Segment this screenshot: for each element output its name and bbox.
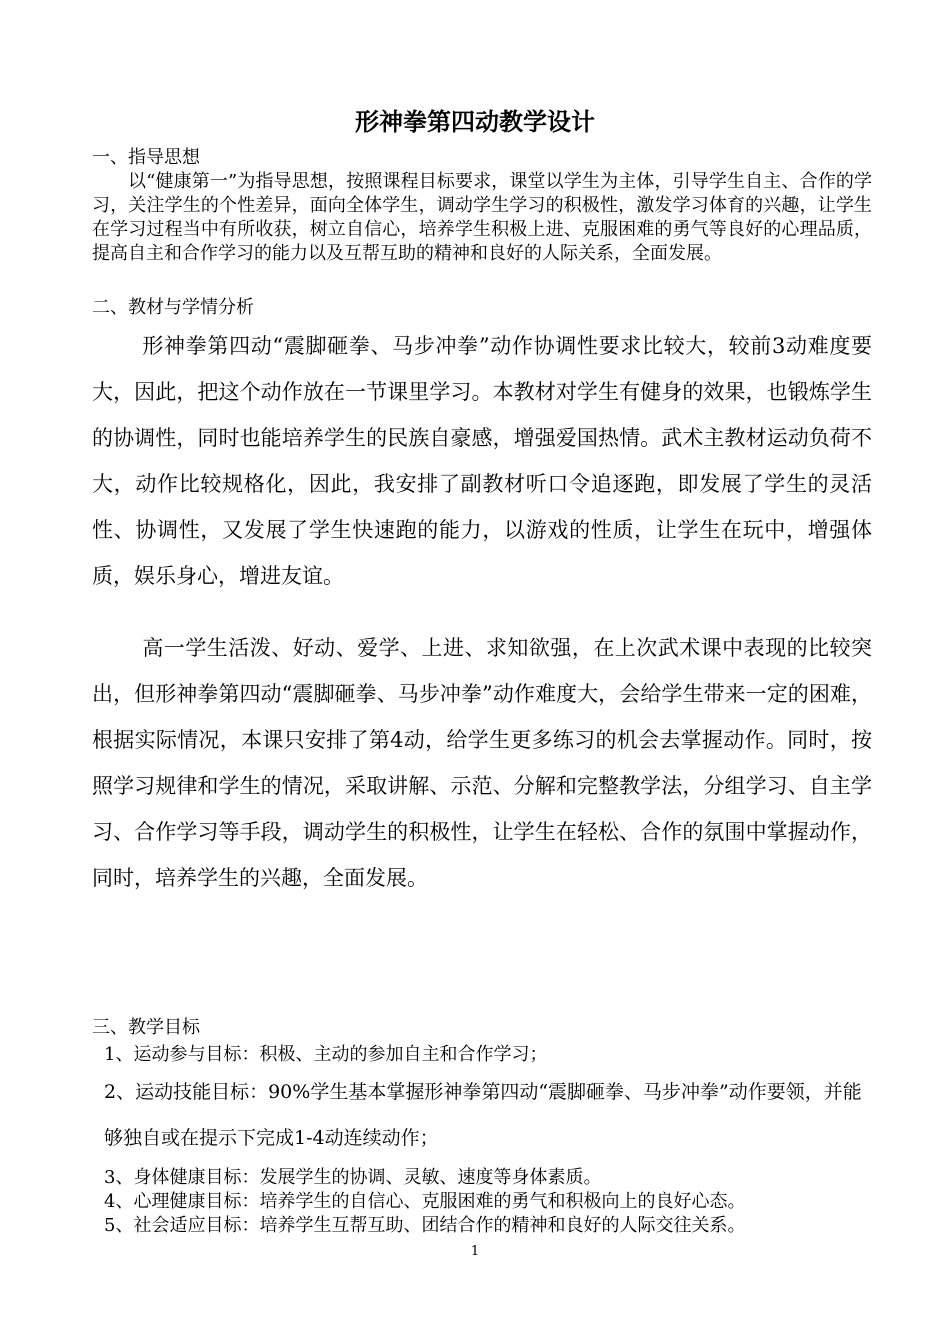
learner-paragraph: 高一学生活泼、好动、爱学、上进、求知欲强，在上次武术课中表现的比较突出，但形神拳第四动“震脚砸拳、马步冲拳”动作难度大，会给学生带来一定的困难，根据实际情况，本课只安排了第4动，给学生更多练习的机会去掌握动作。同时，按照学习规律和学生的情况，采取讲解、示范、分解和完整教学法，分组学习、自主学习、合作学习等手段，调动学生的积极性，让学生在轻松、合作的氛围中掌握动作，同时，培养学生的兴趣，全面发展。 [92, 636, 872, 890]
page-number: 1 [470, 1244, 480, 1259]
goal-item-4: 4、心理健康目标：培养学生的自信心、克服困难的勇气和积极向上的良好心态。 [104, 1191, 746, 1212]
section-heading-teaching-goals: 三、教学目标 [92, 1017, 200, 1038]
goal-item-1: 1、运动参与目标：积极、主动的参加自主和合作学习； [104, 1044, 548, 1065]
material-analysis-body [92, 323, 872, 901]
document-title: 形神拳第四动教学设计 [355, 107, 595, 136]
material-paragraph: 形神拳第四动“震脚砸拳、马步冲拳”动作协调性要求比较大，较前3动难度要大，因此，把这个动作放在一节课里学习。本教材对学生有健身的效果，也锻炼学生的协调性，同时也能培养学生的民族自豪感，增强爱国热情。武术主教材运动负荷不大，动作比较规格化，因此，我安排了副教材听口令追逐跑，即发展了学生的灵活性、协调性，又发展了学生快速跑的能力，以游戏的性质，让学生在玩中，增强体质，娱乐身心，增进友谊。 [92, 334, 872, 588]
paragraph-text: 以“健康第一”为指导思想，按照课程目标要求，课堂以学生为主体，引导学生自主、合作的学习，关注学生的个性差异，面向全体学生，调动学生学习的积极性，激发学习体育的兴趣，让学生在学习过程当中有所收获，树立自信心，培养学生积极上进、克服困难的勇气等良好的心理品质，提高自主和合作学习的能力以及互帮互助的精神和良好的人际关系，全面发展。 [92, 171, 872, 264]
goal-item-5: 5、社会适应目标：培养学生互帮互助、团结合作的精神和良好的人际交往关系。 [104, 1215, 746, 1236]
guiding-ideology-paragraph [92, 170, 872, 266]
goal-item-2-text: 2、运动技能目标：90%学生基本掌握形神拳第四动“震脚砸拳、马步冲拳”动作要领，并能够独自或在提示下完成1-4动连续动作； [104, 1081, 862, 1149]
section-heading-guiding-ideology: 一、指导思想 [92, 147, 200, 168]
goal-item-2 [104, 1069, 872, 1161]
section-heading-material-analysis: 二、教材与学情分析 [92, 297, 254, 318]
goal-item-3: 3、身体健康目标：发展学生的协调、灵敏、速度等身体素质。 [104, 1167, 602, 1188]
